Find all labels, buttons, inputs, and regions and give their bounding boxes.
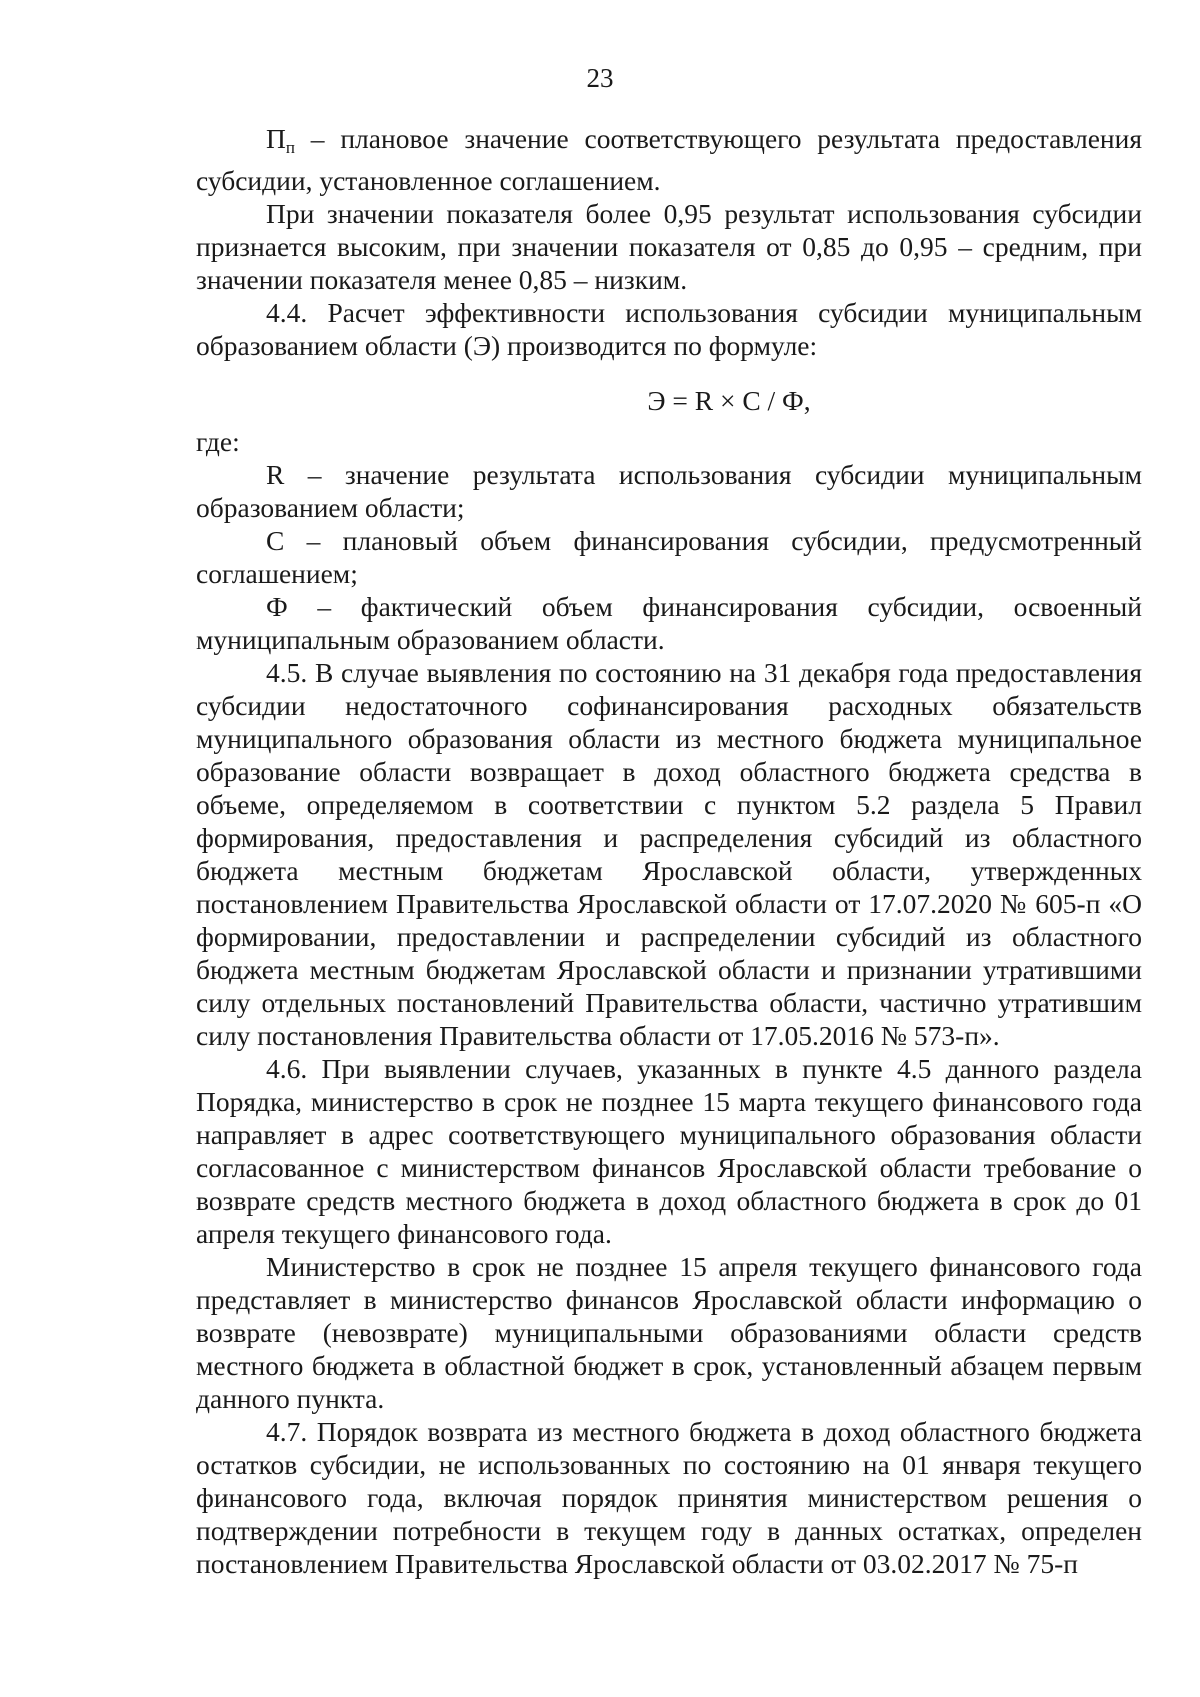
paragraph-assessment: При значении показателя более 0,95 результат использования субсидии признается высоким, при значении показателя от 0,85 до 0,95 – средним, при значении показателя менее 0,85 – низким. — [196, 198, 1142, 295]
paragraph-c-definition: С – плановый объем финансирования субсидии, предусмотренный соглашением; — [196, 525, 1142, 589]
paragraph-4-6: 4.6. При выявлении случаев, указанных в пункте 4.5 данного раздела Порядка, министерство в срок не позднее 15 марта текущего финансового года направляет в адрес соответствующего муниципального образования области согласованное с министерством финансов Ярославской области требование о возврате средств местного бюджета в доход областного бюджета в срок до 01 апреля текущего финансового года. — [196, 1053, 1142, 1249]
pp-definition-text: – плановое значение соответствующего результата предоставления субсидии, установленное соглашением. — [196, 123, 1142, 196]
paragraph-4-7: 4.7. Порядок возврата из местного бюджета в доход областного бюджета остатков субсидии, не использованных по состоянию на 01 января текущего финансового года, включая порядок принятия министерством решения о подтверждении потребности в текущем году в данных остатках, определен постановлением Правительства Ярославской области от 03.02.2017 № 75-п — [196, 1416, 1142, 1579]
symbol-p: П — [266, 123, 286, 154]
paragraph-r-definition: R – значение результата использования субсидии муниципальным образованием области; — [196, 459, 1142, 523]
document-body — [196, 122, 1142, 1580]
paragraph-4-4: 4.4. Расчет эффективности использования субсидии муниципальным образованием области (Э) производится по формуле: — [196, 297, 1142, 361]
symbol-p-subscript: п — [285, 138, 295, 157]
paragraph-f-definition: Ф – фактический объем финансирования субсидии, освоенный муниципальным образованием области. — [196, 591, 1142, 655]
efficiency-formula: Э = R × C / Ф, — [647, 385, 811, 416]
page-number: 23 — [586, 63, 614, 93]
where-label: где: — [196, 426, 240, 457]
paragraph-pp-definition — [196, 122, 1142, 197]
paragraph-4-5: 4.5. В случае выявления по состоянию на 31 декабря года предоставления субсидии недостаточного софинансирования расходных обязательств муниципального образования области из местного бюджета муниципальное образование области возвращает в доход областного бюджета средства в объеме, определяемом в соответствии с пунктом 5.2 раздела 5 Правил формирования, предоставления и распределения субсидий из областного бюджета местным бюджетам Ярославской области, утвержденных постановлением Правительства Ярославской области от 17.07.2020 № 605-п «О формировании, предоставлении и распределении субсидий из областного бюджета местным бюджетам Ярославской области и признании утратившими силу отдельных постановлений Правительства области, частично утратившим силу постановления Правительства области от 17.05.2016 № 573-п». — [196, 657, 1142, 1051]
paragraph-ministry: Министерство в срок не позднее 15 апреля текущего финансового года представляет в министерство финансов Ярославской области информацию о возврате (невозврате) муниципальными образованиями области средств местного бюджета в областной бюджет в срок, установленный абзацем первым данного пункта. — [196, 1251, 1142, 1414]
